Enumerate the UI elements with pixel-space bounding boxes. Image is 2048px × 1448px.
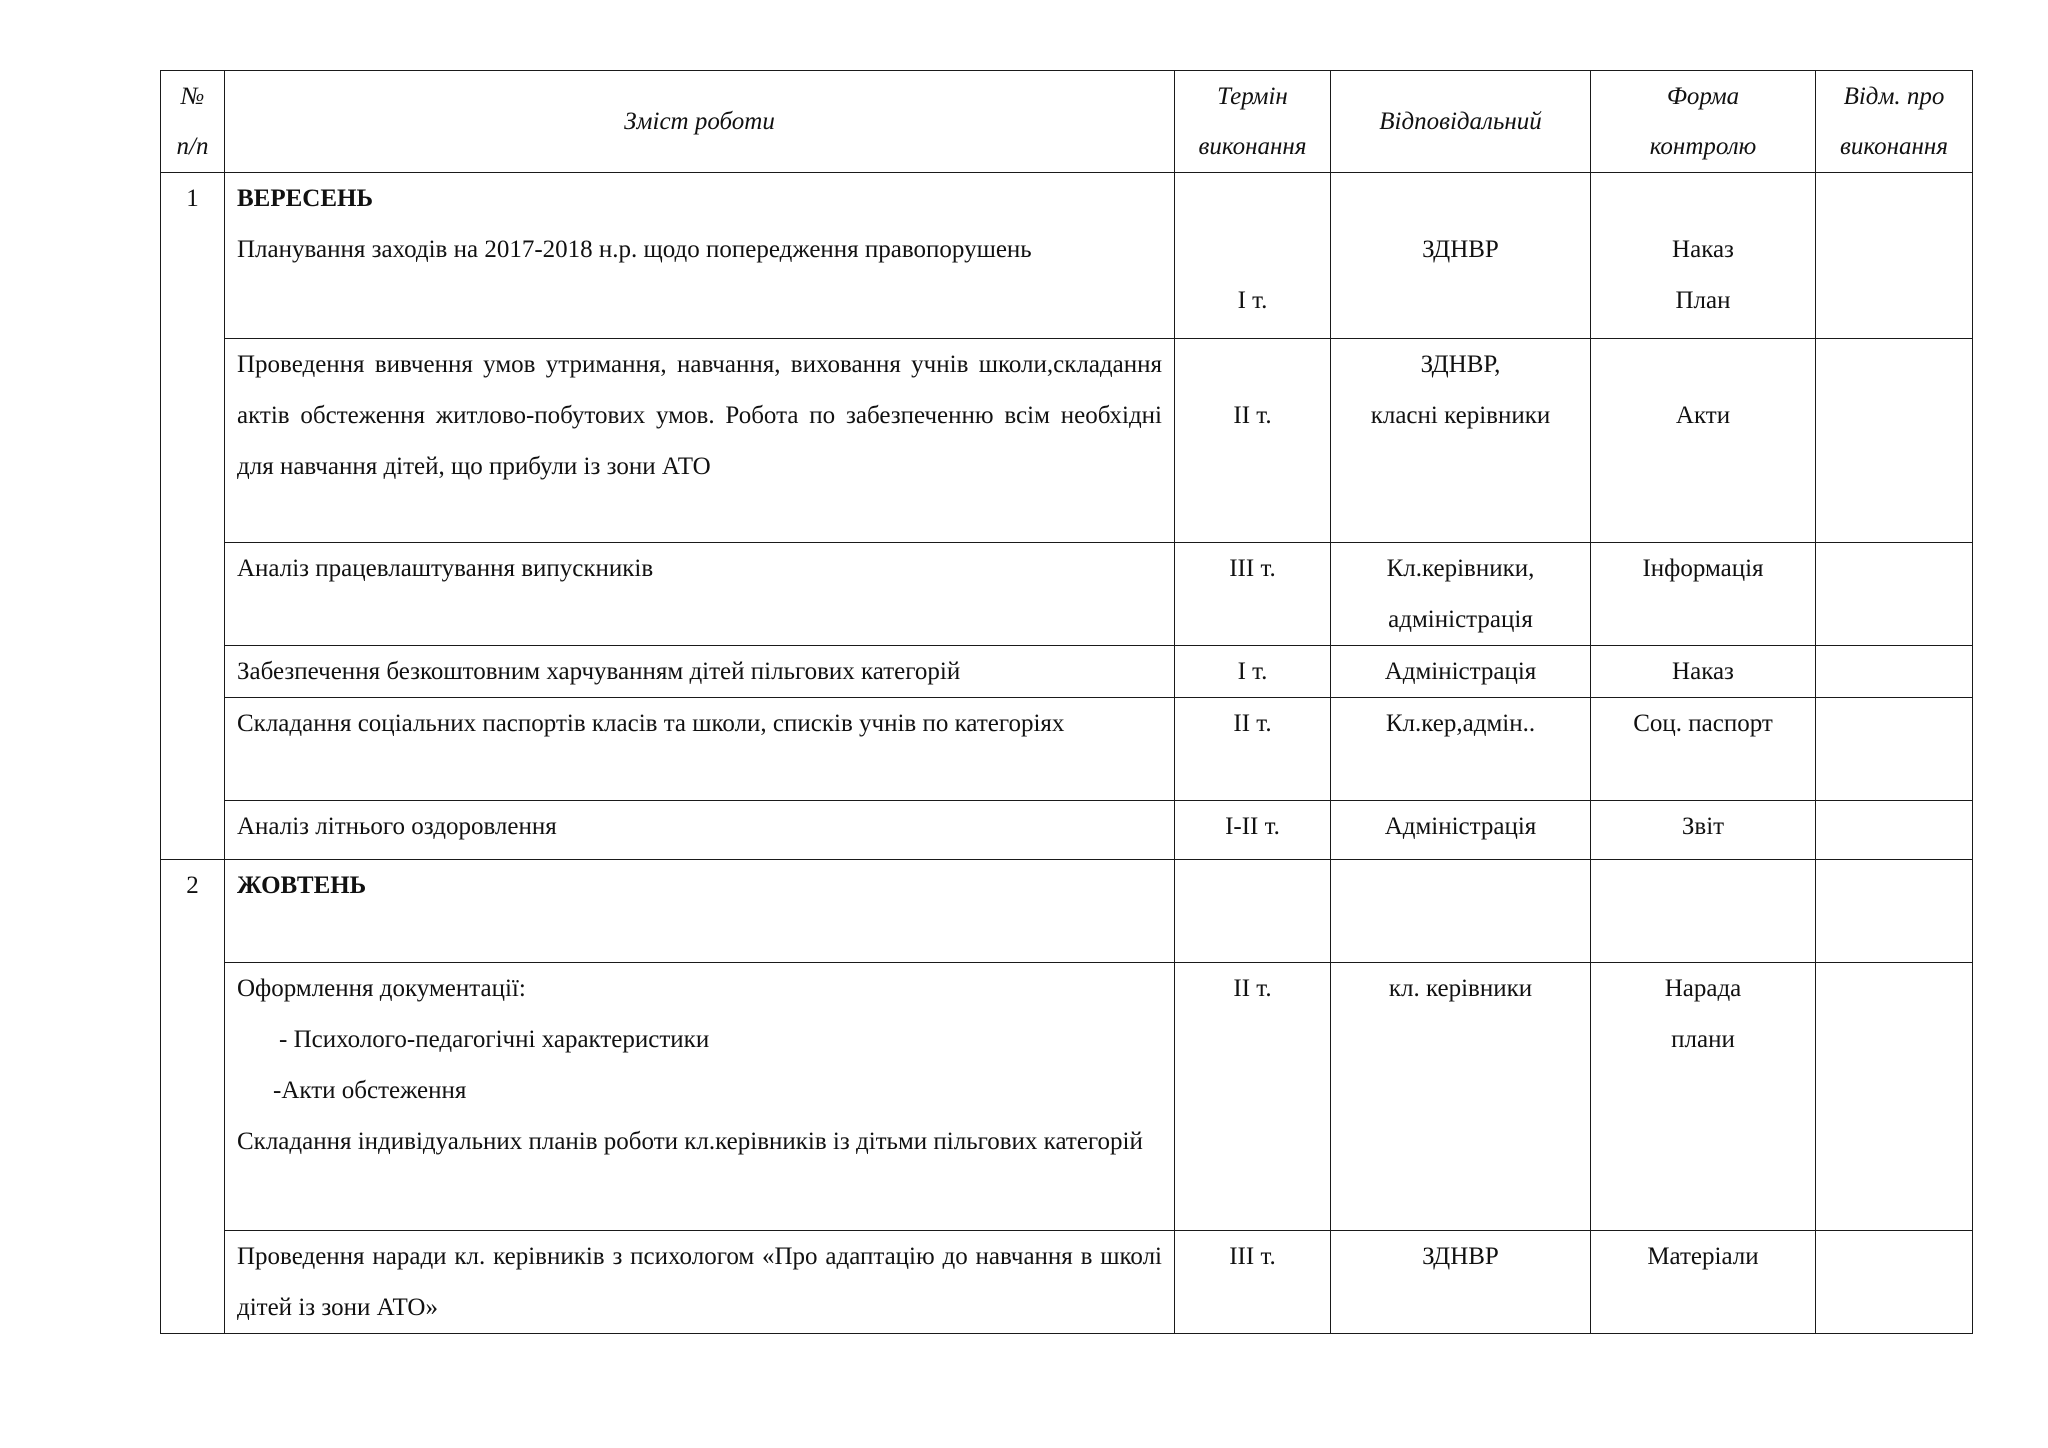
header-term: Термін виконання: [1175, 71, 1331, 173]
row-note: [1816, 646, 1973, 698]
row-note: [1816, 963, 1973, 1231]
table-row: [161, 173, 1973, 339]
row-responsible: Кл.керівники, адміністрація: [1331, 543, 1591, 646]
row-responsible: ЗДНВР: [1331, 1231, 1591, 1334]
row-note: [1816, 801, 1973, 860]
row-control: Акти: [1591, 339, 1816, 543]
table-row: [161, 339, 1973, 543]
row-term: ІІ т.: [1175, 339, 1331, 543]
row-responsible: Адміністрація: [1331, 801, 1591, 860]
row-term: [1175, 860, 1331, 963]
row-control: Наказ: [1591, 646, 1816, 698]
table-row: [161, 1231, 1973, 1334]
section-number: 2: [161, 860, 225, 1334]
row-content: Складання соціальних паспортів класів та школи, списків учнів по категоріях: [225, 698, 1175, 801]
row-control: Інформація: [1591, 543, 1816, 646]
row-content: Проведення наради кл. керівників з психологом «Про адаптацію до навчання в школі дітей із зони АТО»: [225, 1231, 1175, 1334]
header-responsible: Відповідальний: [1331, 71, 1591, 173]
row-control: [1591, 860, 1816, 963]
row-control: Наказ План: [1591, 173, 1816, 339]
row-responsible: [1331, 860, 1591, 963]
table-row: [161, 646, 1973, 698]
table-row: [161, 860, 1973, 963]
table-row: [161, 801, 1973, 860]
header-num: № п/п: [161, 71, 225, 173]
row-content: Аналіз працевлаштування випускників: [225, 543, 1175, 646]
month-heading: ЖОВТЕНЬ: [237, 872, 367, 899]
work-plan-table: [160, 70, 1973, 1334]
month-heading: ВЕРЕСЕНЬ: [237, 185, 373, 212]
table-row: [161, 543, 1973, 646]
row-content: Проведення вивчення умов утримання, навчання, виховання учнів школи,складання актів обстеження житлово-побутових умов. Робота по забезпеченню всім необхідні для навчання дітей, що прибули із зони АТО: [225, 339, 1175, 543]
row-control: Звіт: [1591, 801, 1816, 860]
row-term: І т.: [1175, 173, 1331, 339]
row-content: Оформлення документації: - Психолого-педагогічні характеристики -Акти обстеження Складання індивідуальних планів роботи кл.керівників із дітьми пільгових категорій: [225, 963, 1175, 1231]
header-control: Форма контролю: [1591, 71, 1816, 173]
row-term: ІІ т.: [1175, 963, 1331, 1231]
row-responsible: Кл.кер,адмін..: [1331, 698, 1591, 801]
row-control: Матеріали: [1591, 1231, 1816, 1334]
row-note: [1816, 860, 1973, 963]
row-content: [225, 860, 1175, 963]
section-number: 1: [161, 173, 225, 860]
row-note: [1816, 173, 1973, 339]
row-term: ІІІ т.: [1175, 543, 1331, 646]
row-term: І-ІІ т.: [1175, 801, 1331, 860]
row-responsible: кл. керівники: [1331, 963, 1591, 1231]
row-responsible: Адміністрація: [1331, 646, 1591, 698]
row-note: [1816, 698, 1973, 801]
row-term: ІІ т.: [1175, 698, 1331, 801]
row-note: [1816, 339, 1973, 543]
table-header-row: [161, 71, 1973, 173]
row-note: [1816, 1231, 1973, 1334]
header-content: Зміст роботи: [225, 71, 1175, 173]
table-row: [161, 963, 1973, 1231]
table-row: [161, 698, 1973, 801]
row-control: Соц. паспорт: [1591, 698, 1816, 801]
row-term: ІІІ т.: [1175, 1231, 1331, 1334]
header-note: Відм. про виконання: [1816, 71, 1973, 173]
row-content: Аналіз літнього оздоровлення: [225, 801, 1175, 860]
row-content: ВЕРЕСЕНЬ Планування заходів на 2017-2018 н.р. щодо попередження правопорушень: [225, 173, 1175, 339]
row-control: Нарада плани: [1591, 963, 1816, 1231]
row-content: Забезпечення безкоштовним харчуванням дітей пільгових категорій: [225, 646, 1175, 698]
row-note: [1816, 543, 1973, 646]
row-responsible: ЗДНВР: [1331, 173, 1591, 339]
row-term: І т.: [1175, 646, 1331, 698]
row-responsible: ЗДНВР, класні керівники: [1331, 339, 1591, 543]
